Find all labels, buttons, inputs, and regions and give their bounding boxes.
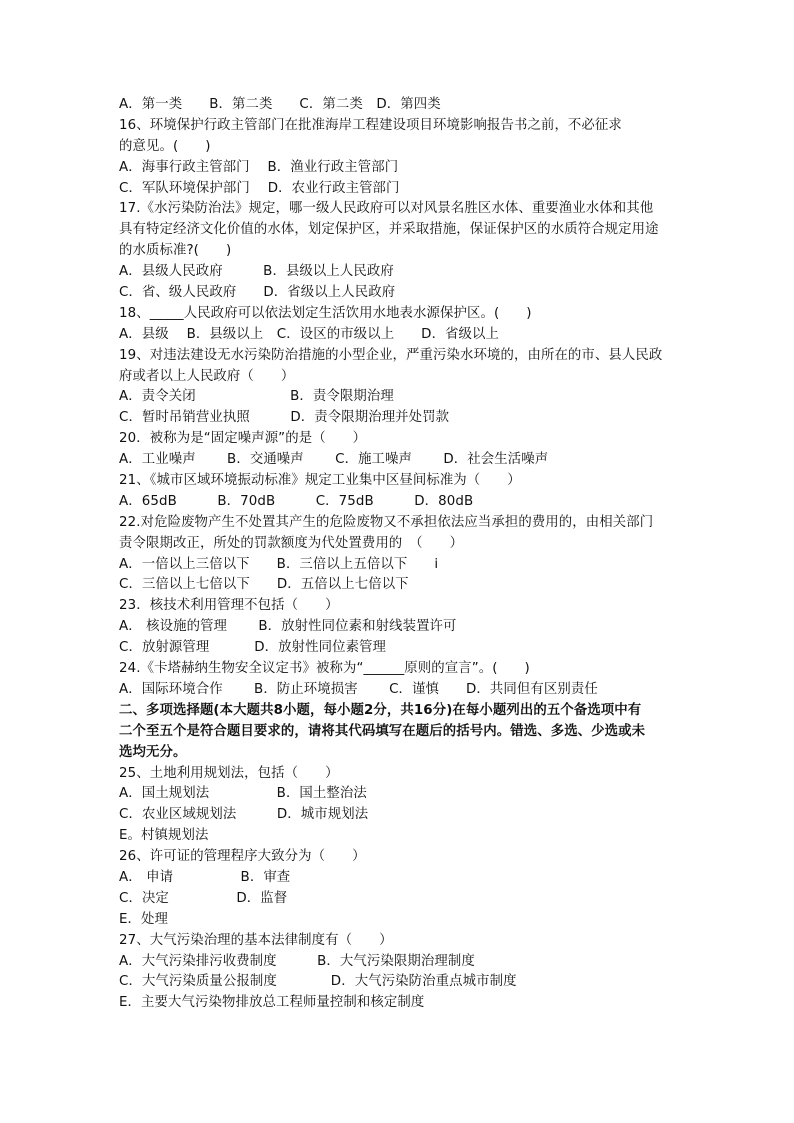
text-line: 19、对违法建设无水污染防治措施的小型企业，严重污染水环境的，由所在的市、县人民政: [119, 347, 663, 363]
text-line: 18、_____人民政府可以依法划定生活饮用水地表水源保护区。( ): [119, 305, 532, 321]
text-line: 25、土地利用规划法，包括（ ）: [119, 765, 339, 781]
text-line: A．大气污染排污收费制度 B．大气污染限期治理制度: [119, 953, 475, 969]
section-heading-line: 二、多项选择题(本大题共8小题，每小题2分，共16分)在每小题列出的五个备选项中有: [119, 702, 642, 718]
text-line: A．第一类 B．第二类 C．第二类 D．第四类: [119, 97, 441, 112]
text-line: 22.对危险废物产生不处置其产生的危险废物又不承担依法应当承担的费用的，由相关部门: [119, 514, 654, 530]
text-line: C．三倍以上七倍以下 D．五倍以上七倍以下: [119, 577, 409, 593]
text-line: C．农业区域规划法 D．城市规划法: [119, 807, 369, 823]
text-line: A．65dB B．70dB C．75dB D．80dB: [119, 493, 474, 509]
text-line: C．省、级人民政府 D．省级以上人民政府: [119, 285, 396, 301]
text-line: 26、许可证的管理程序大致分为（ ）: [119, 849, 366, 865]
text-line: E。村镇规划法: [119, 828, 209, 844]
text-line: 的水质标准?( ): [119, 243, 232, 259]
text-line: 24.《卡塔赫纳生物安全议定书》被称为“______原则的宣言”。( ): [119, 661, 530, 677]
text-line: 的意见。( ): [119, 138, 211, 154]
text-line: E．主要大气污染物排放总工程师量控制和核定制度: [119, 995, 425, 1011]
text-line: A．县级 B．县级以上 C．设区的市级以上 D．省级以上: [119, 326, 500, 342]
text-line: C．军队环境保护部门 D．农业行政主管部门: [119, 180, 400, 196]
text-line: E．处理: [119, 911, 169, 927]
text-line: A．县级人民政府 B．县级以上人民政府: [119, 264, 394, 280]
text-line: A． 核设施的管理 B．放射性同位素和射线装置许可: [119, 619, 457, 635]
text-line: 责令限期改正，所处的罚款额度为代处置费用的 （ ）: [119, 535, 464, 551]
text-line: 具有特定经济文化价值的水体，划定保护区，并采取措施，保证保护区的水质符合规定用途: [119, 222, 659, 238]
text-line: C．暂时吊销营业执照 D．责令限期治理并处罚款: [119, 410, 450, 426]
section-heading-line: 选均无分。: [119, 744, 187, 760]
text-line: A．一倍以上三倍以下 B．三倍以上五倍以下 i: [119, 556, 439, 572]
text-line: C．大气污染质量公报制度 D．大气污染防治重点城市制度: [119, 974, 517, 990]
text-line: 17.《水污染防治法》规定，哪一级人民政府可以对风景名胜区水体、重要渔业水体和其他: [119, 201, 654, 217]
text-line: A．责令关闭 B．责令限期治理: [119, 389, 394, 405]
document-page: [119, 95, 679, 1014]
text-line: 27、大气污染治理的基本法律制度有（ ）: [119, 932, 393, 948]
text-line: C．放射源管理 D．放射性同位素管理: [119, 640, 387, 656]
text-line: 府或者以上人民政府（ ）: [119, 368, 295, 384]
text-line: A． 申请 B．审查: [119, 869, 291, 885]
text-line: C．决定 D．监督: [119, 890, 288, 906]
text-line: 20．被称为是“固定噪声源”的是（ ）: [119, 431, 367, 447]
text-line: A．工业噪声 B．交通噪声 C．施工噪声 D．社会生活噪声: [119, 452, 549, 468]
section-heading-line: 二个至五个是符合题目要求的，请将其代码填写在题后的括号内。错选、多选、少选或未: [119, 723, 646, 739]
text-line: A．海事行政主管部门 B．渔业行政主管部门: [119, 159, 399, 175]
text-line: A．国际环境合作 B．防止环境损害 C．谨慎 D．共同但有区别责任: [119, 681, 598, 697]
text-line: 23．核技术利用管理不包括（ ）: [119, 598, 339, 614]
text-line: 16、环境保护行政主管部门在批准海岸工程建设项目环境影响报告书之前，不必征求: [119, 117, 622, 133]
text-line: A．国土规划法 B．国土整治法: [119, 786, 367, 802]
text-line: 21、《城市区域环境振动标准》规定工业集中区昼间标准为（ ）: [119, 473, 521, 489]
